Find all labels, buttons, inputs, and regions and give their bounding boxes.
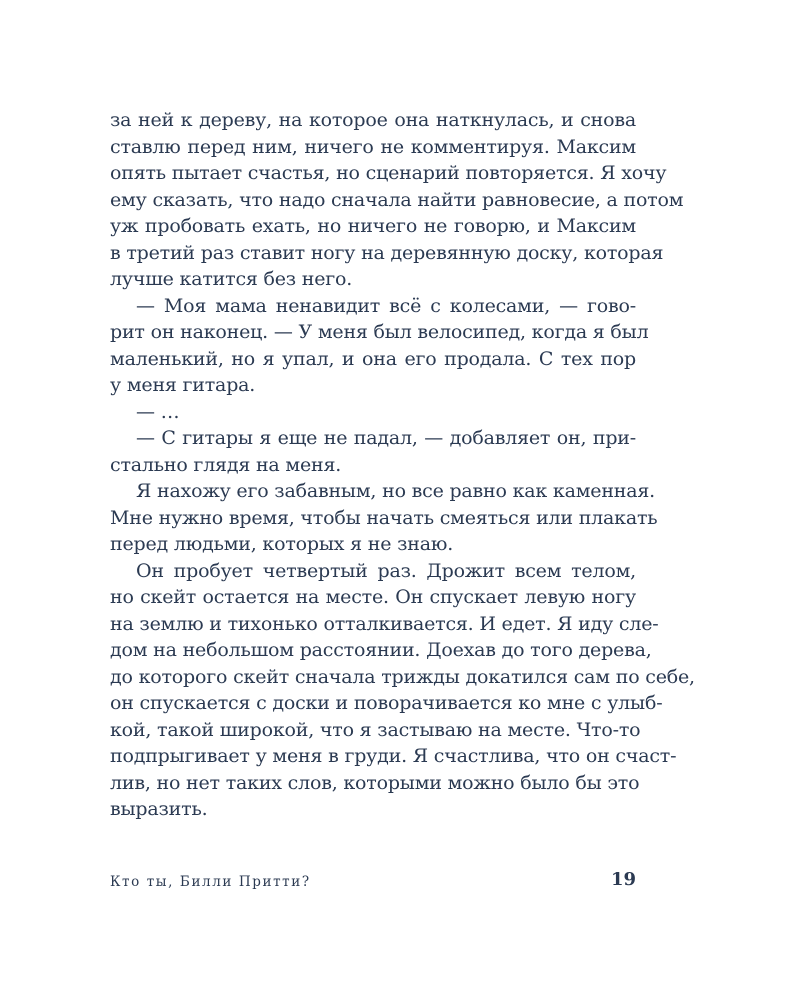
page-body (110, 107, 695, 823)
text-line: в третий раз ставит ногу на деревянную доску, которая (110, 241, 664, 264)
text-line: ставлю перед ним, ничего не комментируя. Максим (110, 135, 636, 158)
page-number: 19 (610, 869, 636, 890)
text-line: уж пробовать ехать, но ничего не говорю, и Максим (110, 215, 636, 237)
text-line: лив, но нет таких слов, которыми можно было бы это (110, 771, 640, 794)
text-line: ему сказать, что надо сначала найти равновесие, а потом (110, 188, 684, 211)
text-line: подпрыгивает у меня в груди. Я счастлива, что он счаст- (110, 745, 677, 767)
text-line: за ней к дереву, на которое она наткнулась, и снова (110, 109, 636, 131)
text-line: рит он наконец. — У меня был велосипед, когда я был (110, 321, 649, 343)
text-line: до которого скейт сначала трижды докатился сам по себе, (110, 665, 695, 688)
text-line: — С гитары я еще не падал, — добавляет он, при- (136, 427, 636, 449)
text-line: Я нахожу его забавным, но все равно как каменная. (136, 480, 656, 502)
text-line: у меня гитара. (110, 374, 256, 396)
text-line: но скейт остается на месте. Он спускает левую ногу (110, 586, 636, 608)
text-line: лучше катится без него. (110, 268, 353, 290)
text-line: стально глядя на меня. (110, 453, 342, 476)
text-line: Он пробует четвертый раз. Дрожит всем телом, (136, 559, 636, 582)
text-line: дом на небольшом расстоянии. Доехав до того дерева, (110, 639, 652, 661)
text-line: выразить. (110, 798, 208, 820)
running-footer-title: Кто ты, Билли Притти? (110, 874, 311, 890)
text-line: опять пытает счастья, но сценарий повторяется. Я хочу (110, 162, 667, 184)
text-line: — Моя мама ненавидит всё с колесами, — гово- (136, 294, 636, 317)
text-line: маленький, но я упал, и она его продала. С тех пор (110, 347, 636, 370)
text-line: перед людьми, которых я не знаю. (110, 533, 454, 555)
text-line: — … (136, 400, 180, 423)
text-line: на землю и тихонько отталкивается. И едет. Я иду сле- (110, 612, 659, 635)
text-line: Мне нужно время, чтобы начать смеяться или плакать (110, 506, 658, 529)
text-line: кой, такой широкой, что я застываю на месте. Что-то (110, 718, 641, 741)
text-line: он спускается с доски и поворачивается ко мне с улыб- (110, 692, 663, 714)
